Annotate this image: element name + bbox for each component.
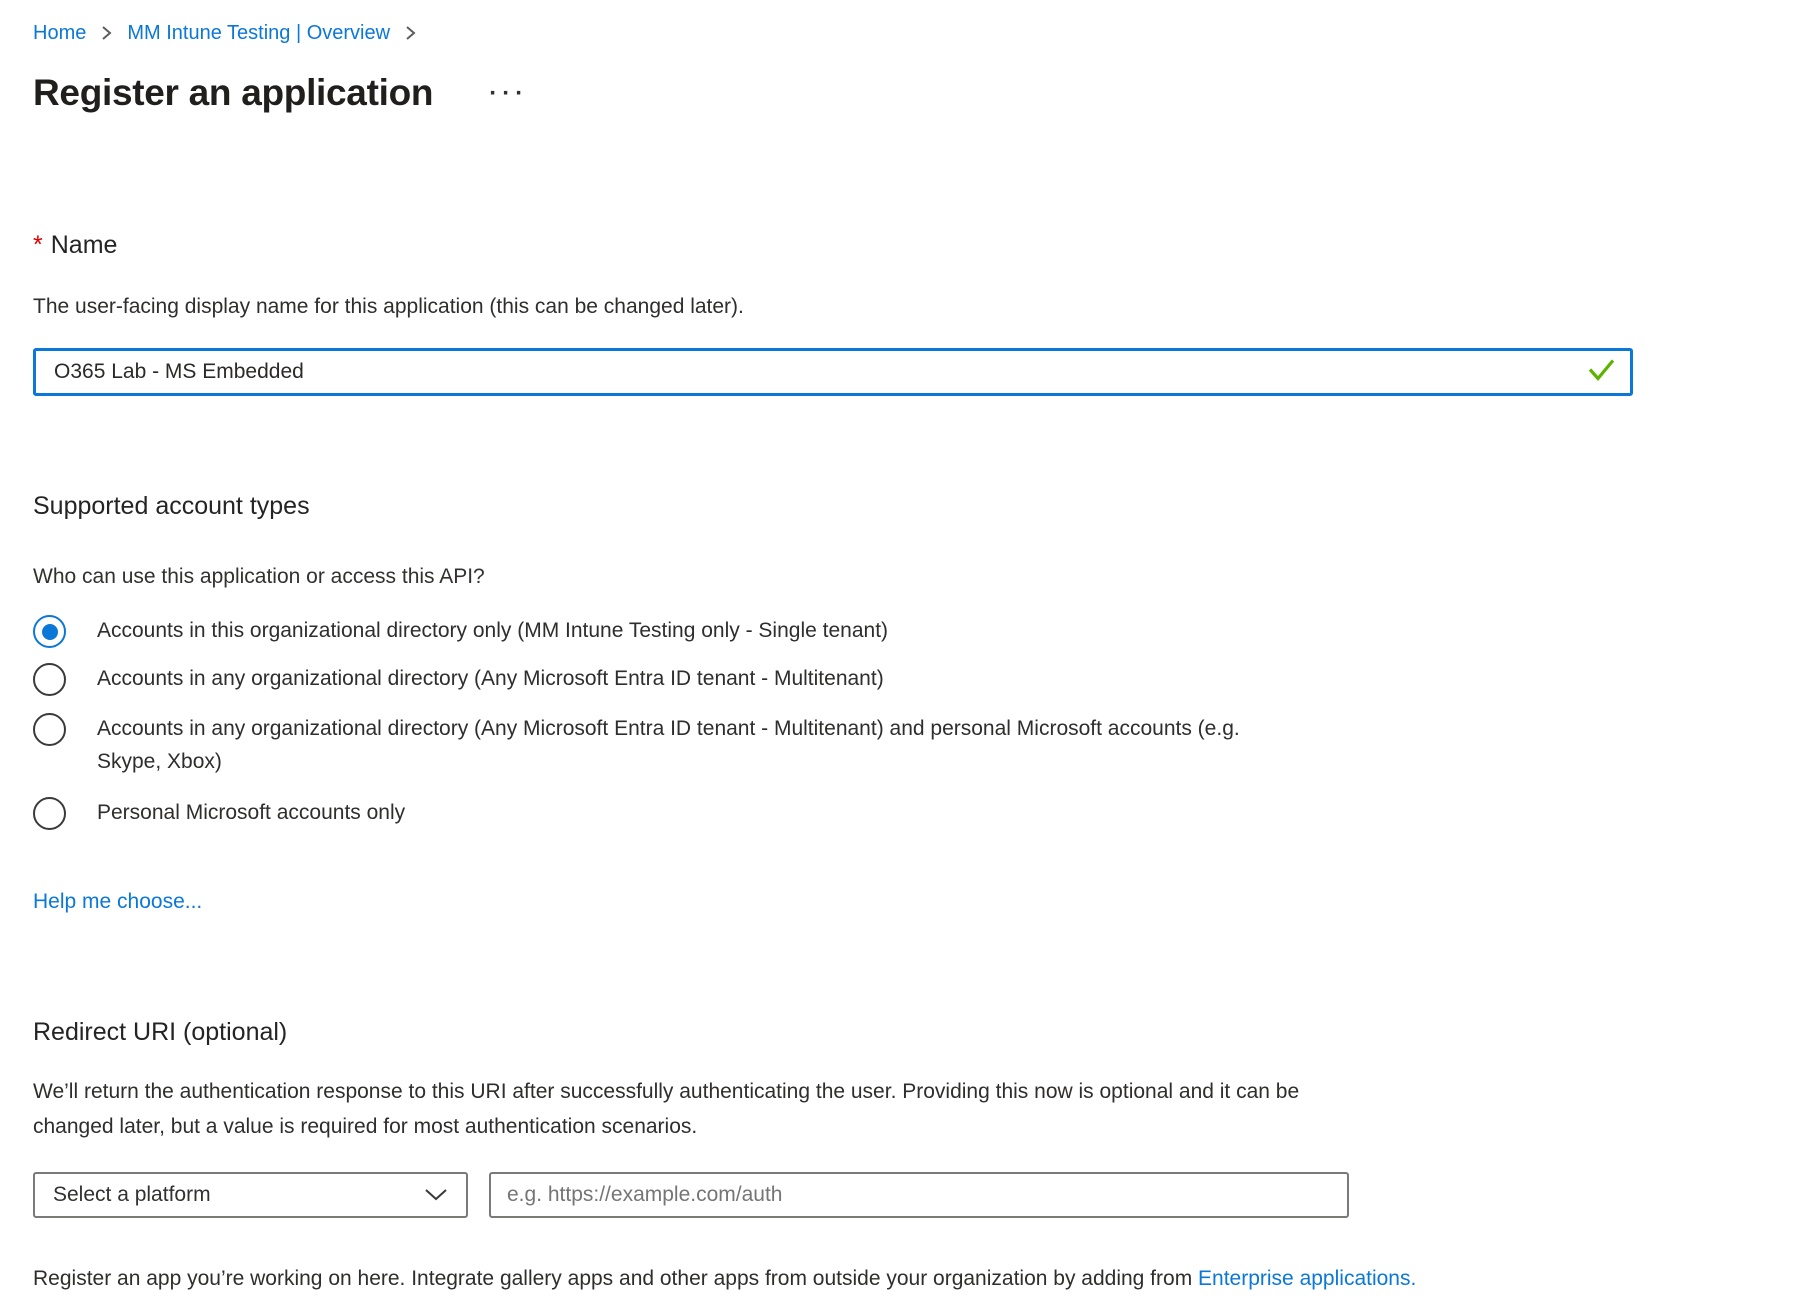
radio-option-single-tenant[interactable]: [33, 614, 1781, 648]
radio-option-label: Accounts in any organizational directory (Any Microsoft Entra ID tenant - Multitenant): [97, 667, 884, 690]
radio-option-multitenant[interactable]: [33, 662, 1781, 696]
radio-option-label: Accounts in any organizational directory (Any Microsoft Entra ID tenant - Multitenant) and personal Microsoft accounts (e.g. Skype, Xbox): [97, 717, 1240, 773]
platform-select-value: Select a platform: [53, 1183, 211, 1206]
page-header: [33, 68, 1781, 118]
name-input-container: [33, 348, 1633, 396]
redirect-uri-heading: Redirect URI (optional): [33, 1018, 288, 1046]
supported-account-types-heading: Supported account types: [33, 492, 310, 520]
breadcrumb-chevron-icon: [404, 23, 417, 43]
redirect-uri-controls: [33, 1172, 1781, 1218]
radio-button-icon[interactable]: [33, 713, 66, 746]
name-input[interactable]: [33, 348, 1633, 396]
platform-select[interactable]: [33, 1172, 468, 1218]
redirect-uri-description: We’ll return the authentication response to this URI after successfully authenticating the user. Providing this now is optional and it can be changed later, but a value is required for most authentication scenarios.: [33, 1080, 1300, 1138]
radio-button-icon[interactable]: [33, 663, 66, 696]
radio-option-label: Accounts in this organizational directory only (MM Intune Testing only - Single tenant): [97, 619, 889, 642]
help-me-choose-link[interactable]: Help me choose...: [33, 890, 203, 913]
chevron-down-icon: [424, 1188, 448, 1202]
radio-option-label: Personal Microsoft accounts only: [97, 801, 406, 824]
account-types-question: Who can use this application or access this API?: [33, 565, 485, 588]
valid-checkmark-icon: [1587, 357, 1617, 388]
radio-option-personal-only[interactable]: [33, 796, 1781, 830]
name-field-label: [33, 230, 1781, 261]
page-title: Register an application: [33, 72, 434, 113]
enterprise-applications-link-text: Enterprise applications: [1198, 1267, 1411, 1290]
required-asterisk: *: [33, 231, 43, 259]
radio-option-multitenant-personal[interactable]: [33, 712, 1781, 778]
more-options-icon[interactable]: ···: [489, 80, 529, 107]
name-label-text: Name: [50, 231, 118, 259]
breadcrumb-link-home[interactable]: Home: [33, 22, 87, 44]
breadcrumb-chevron-icon: [100, 23, 113, 43]
enterprise-applications-link[interactable]: [1198, 1267, 1416, 1290]
account-type-radio-group: [33, 614, 1781, 830]
radio-button-icon[interactable]: [33, 797, 66, 830]
breadcrumb: [33, 20, 1781, 46]
footer-suffix: .: [1410, 1267, 1417, 1290]
radio-button-icon[interactable]: [33, 615, 66, 648]
footer-note: [33, 1265, 1781, 1293]
footer-text: Register an app you’re working on here. Integrate gallery apps and other apps from outside your organization by adding from: [33, 1267, 1199, 1290]
redirect-uri-input[interactable]: [489, 1172, 1349, 1218]
breadcrumb-link-overview[interactable]: MM Intune Testing | Overview: [127, 22, 391, 44]
name-field-description: The user-facing display name for this application (this can be changed later).: [33, 295, 744, 318]
